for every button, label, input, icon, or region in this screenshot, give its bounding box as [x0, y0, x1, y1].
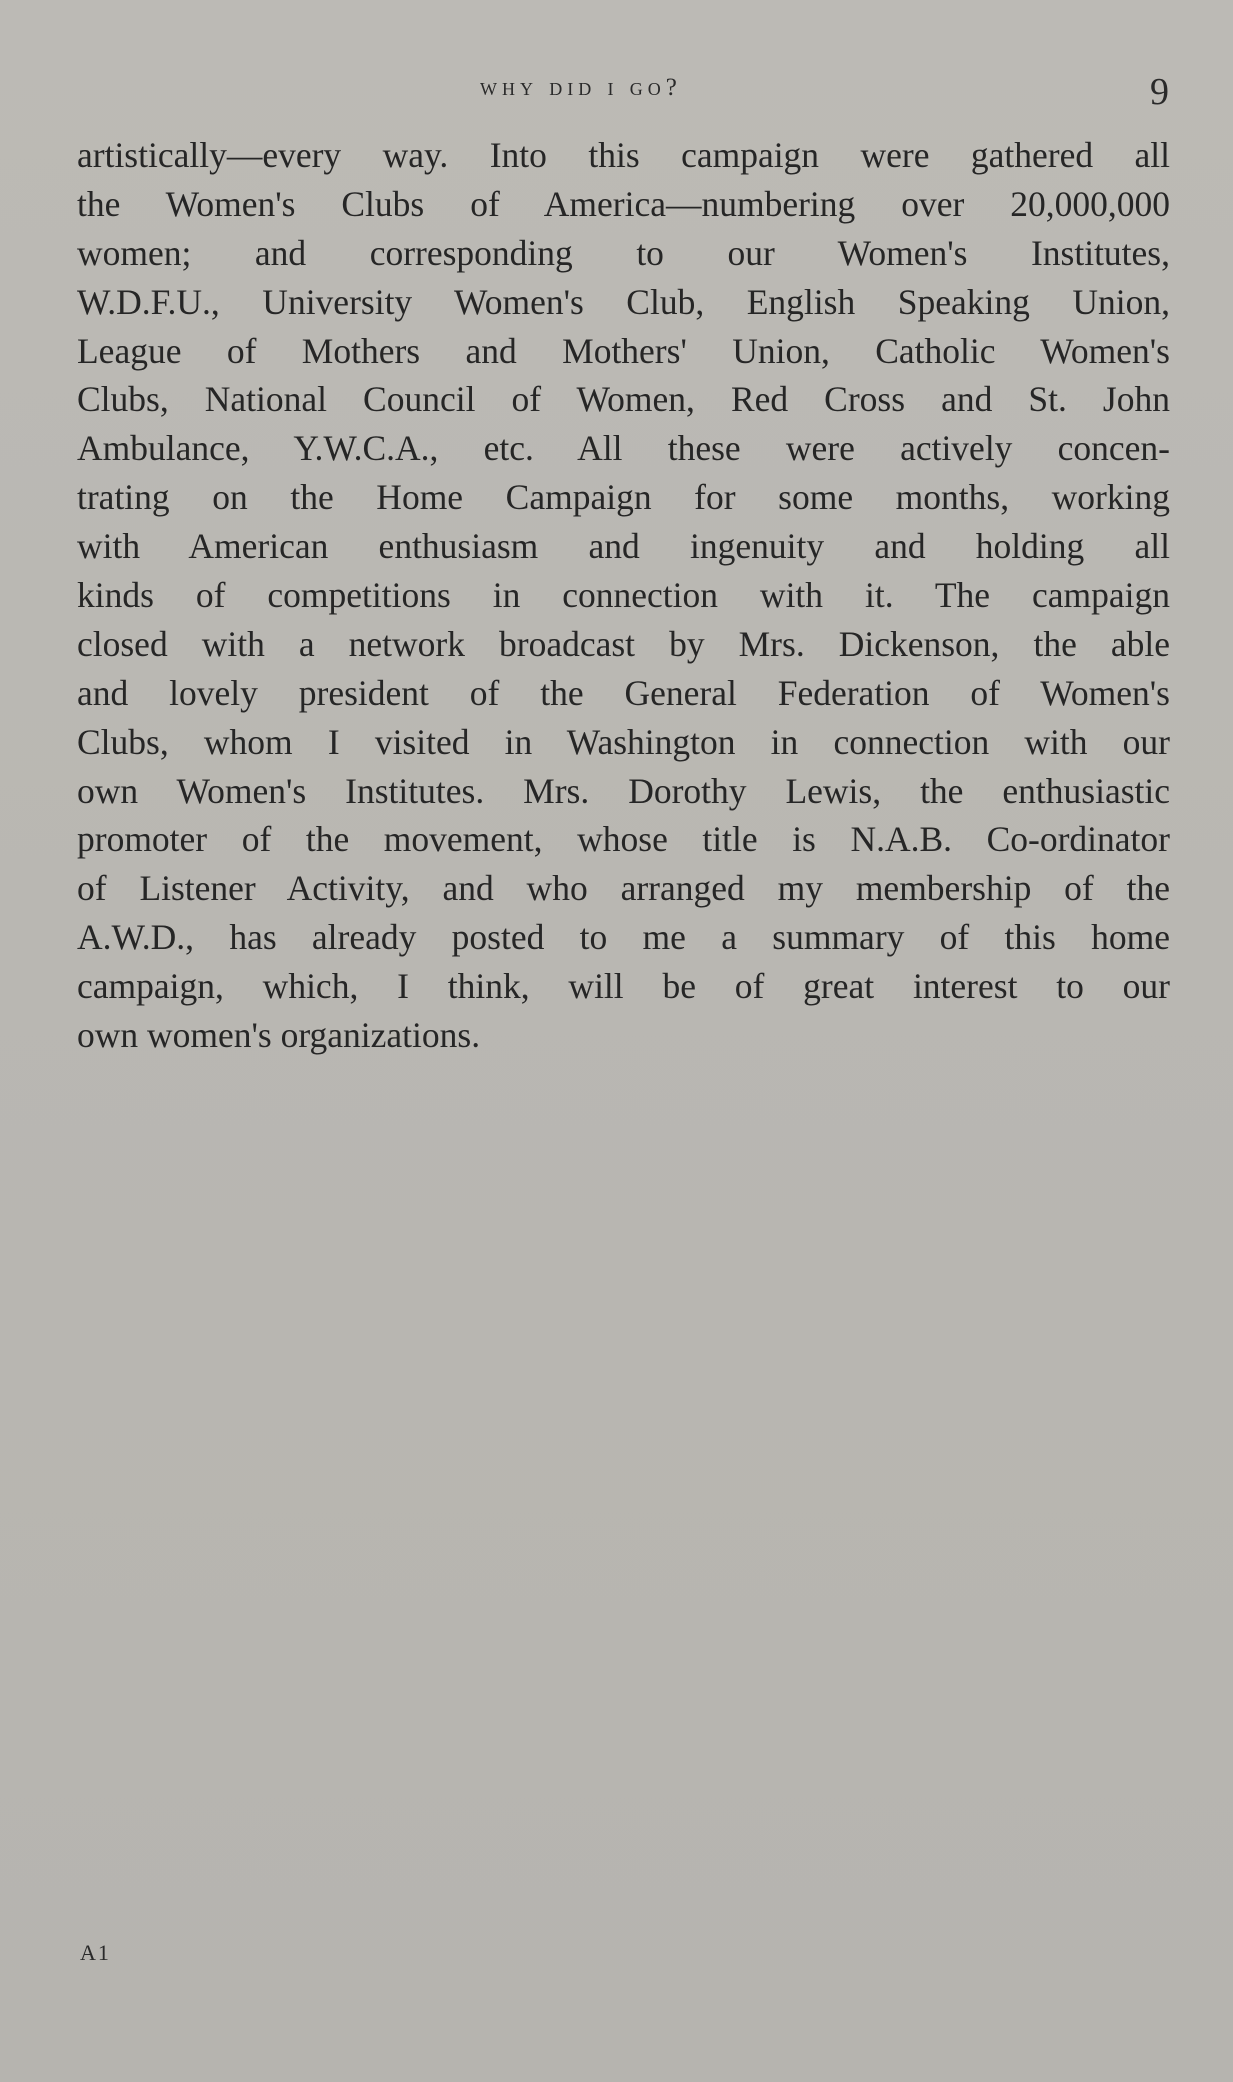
text-line: with American enthusiasm and ingenuity and holding all: [77, 526, 1170, 567]
text-line: the Women's Clubs of America—numbering over 20,000,000: [77, 183, 1170, 224]
running-title: why did i go?: [480, 74, 682, 101]
text-line: League of Mothers and Mothers' Union, Catholic Women's: [77, 330, 1170, 371]
text-line: promoter of the movement, whose title is N.A.B. Co-ordinator: [77, 819, 1170, 860]
text-line: campaign, which, I think, will be of great interest to our: [77, 966, 1170, 1007]
text-line: W.D.F.U., University Women's Club, English Speaking Union,: [77, 281, 1170, 322]
text-line: Ambulance, Y.W.C.A., etc. All these were actively concen-: [77, 428, 1170, 469]
text-line: own women's organizations.: [77, 1015, 481, 1056]
page-number: 9: [1150, 71, 1169, 113]
signature-mark: A1: [80, 1940, 111, 1965]
text-line: Clubs, whom I visited in Washington in connection with our: [77, 721, 1170, 762]
text-line: own Women's Institutes. Mrs. Dorothy Lewis, the enthusiastic: [77, 770, 1170, 811]
running-head: [0, 68, 1233, 112]
text-line: trating on the Home Campaign for some months, working: [77, 477, 1170, 518]
body-paragraph: [77, 131, 1170, 1060]
text-line: Clubs, National Council of Women, Red Cross and St. John: [77, 379, 1170, 420]
text-line: A.W.D., has already posted to me a summary of this home: [77, 917, 1170, 958]
text-line: of Listener Activity, and who arranged my membership of the: [77, 868, 1170, 909]
text-line: kinds of competitions in connection with it. The campaign: [77, 575, 1170, 616]
text-line: and lovely president of the General Federation of Women's: [77, 672, 1170, 713]
text-line: women; and corresponding to our Women's Institutes,: [77, 232, 1170, 273]
text-line: closed with a network broadcast by Mrs. Dickenson, the able: [77, 623, 1170, 664]
text-line: artistically—every way. Into this campaign were gathered all: [77, 135, 1170, 175]
